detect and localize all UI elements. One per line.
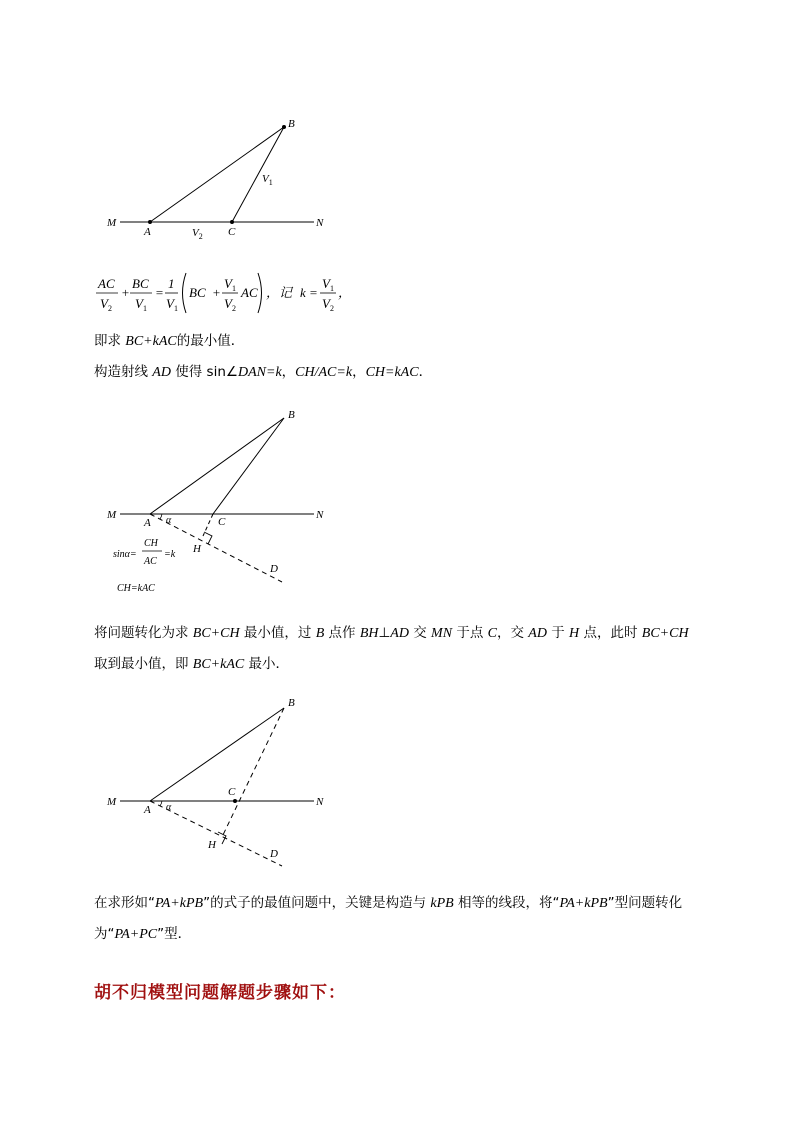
label-c: C (228, 786, 236, 798)
frac-v1v2-den: $V_2$ (224, 296, 236, 313)
k-symbol: k (300, 285, 306, 300)
point-a (148, 220, 152, 224)
frac-bc-num: BC (132, 276, 149, 291)
ch-eq-kac: CH=kAC (117, 583, 155, 594)
label-h: H (193, 543, 201, 555)
label-alpha: α (166, 802, 172, 813)
segment-ab (150, 418, 284, 514)
section-heading: 胡不归模型问题解题步骤如下： (94, 983, 346, 1003)
text-key-idea: 在求形如“PA+kPB”的式子的最值问题中，关键是构造与 kPB 相等的线段，将“PA+kPB”型问题转化 为“PA+PC”型． (94, 895, 683, 942)
label-m: M (107, 217, 117, 229)
frac-k-num: $V_1$ (322, 276, 334, 293)
formula-comma: ， (338, 285, 352, 300)
label-v2: $V_2$ (192, 227, 203, 241)
figure-1-triangle (100, 112, 340, 242)
label-a: A (144, 226, 151, 238)
segment-ab (150, 708, 284, 801)
label-m: M (107, 509, 117, 521)
sin-frac-num: CH (144, 538, 158, 549)
note-ji: ，记 (266, 285, 293, 300)
frac-bc-den: $V_1$ (135, 296, 147, 313)
text-transform-problem: 将问题转化为求 BC+CH 最小值，过 B 点作 BH⊥AD 交 MN 于点 C，交 AD 于 H 点，此时 BC+CH 取到最小值，即 BC+kAC 最小． (94, 625, 689, 672)
plus-1: + (121, 285, 130, 300)
frac-ac-den: $V_2$ (100, 296, 112, 313)
bc-term: BC (189, 285, 206, 300)
label-h: H (208, 839, 216, 851)
right-angle-mark (204, 532, 212, 544)
label-a: A (144, 804, 151, 816)
frac-ac-num: AC (98, 276, 115, 291)
segment-cb (213, 418, 284, 514)
label-c: C (218, 516, 226, 528)
point-c (233, 799, 237, 803)
figure-2-construction (100, 400, 340, 600)
sin-alpha-label: sinα= (113, 549, 137, 560)
label-b: B (288, 118, 295, 130)
label-a: A (144, 517, 151, 529)
label-b: B (288, 409, 295, 421)
label-alpha: α (166, 515, 172, 526)
label-b: B (288, 697, 295, 709)
equals-1: = (155, 285, 164, 300)
label-d: D (270, 848, 278, 860)
text-construct-ray: 构造射线 AD 使得 sin∠DAN=k，CH/AC=k，CH=kAC． (94, 364, 433, 380)
segment-cb (232, 127, 284, 222)
label-m: M (107, 796, 117, 808)
ac-term: AC (241, 285, 258, 300)
text-find-min: 即求 BC+kAC的最小值． (94, 333, 245, 349)
frac-one-num: 1 (168, 276, 175, 291)
paren-right (258, 273, 262, 313)
point-b (282, 125, 286, 129)
right-angle-mark (218, 832, 226, 844)
frac-v1v2-num: $V_1$ (224, 276, 236, 293)
frac-k-den: $V_2$ (322, 296, 334, 313)
sin-eq-k: =k (164, 549, 176, 560)
ratio-formula (94, 268, 394, 318)
segment-bh (222, 708, 284, 837)
paren-left (183, 273, 187, 313)
label-n: N (316, 217, 324, 229)
angle-arc (160, 801, 162, 806)
angle-arc (160, 514, 162, 519)
label-n: N (316, 796, 324, 808)
label-n: N (316, 509, 324, 521)
figure-3-minimum (100, 690, 340, 875)
plus-2: + (212, 285, 221, 300)
equals-2: = (309, 285, 318, 300)
frac-one-den: $V_1$ (166, 296, 178, 313)
label-v1: $V_1$ (262, 173, 273, 187)
label-d: D (270, 563, 278, 575)
label-c: C (228, 226, 236, 238)
point-c (230, 220, 234, 224)
sin-frac-den: AC (144, 556, 157, 567)
